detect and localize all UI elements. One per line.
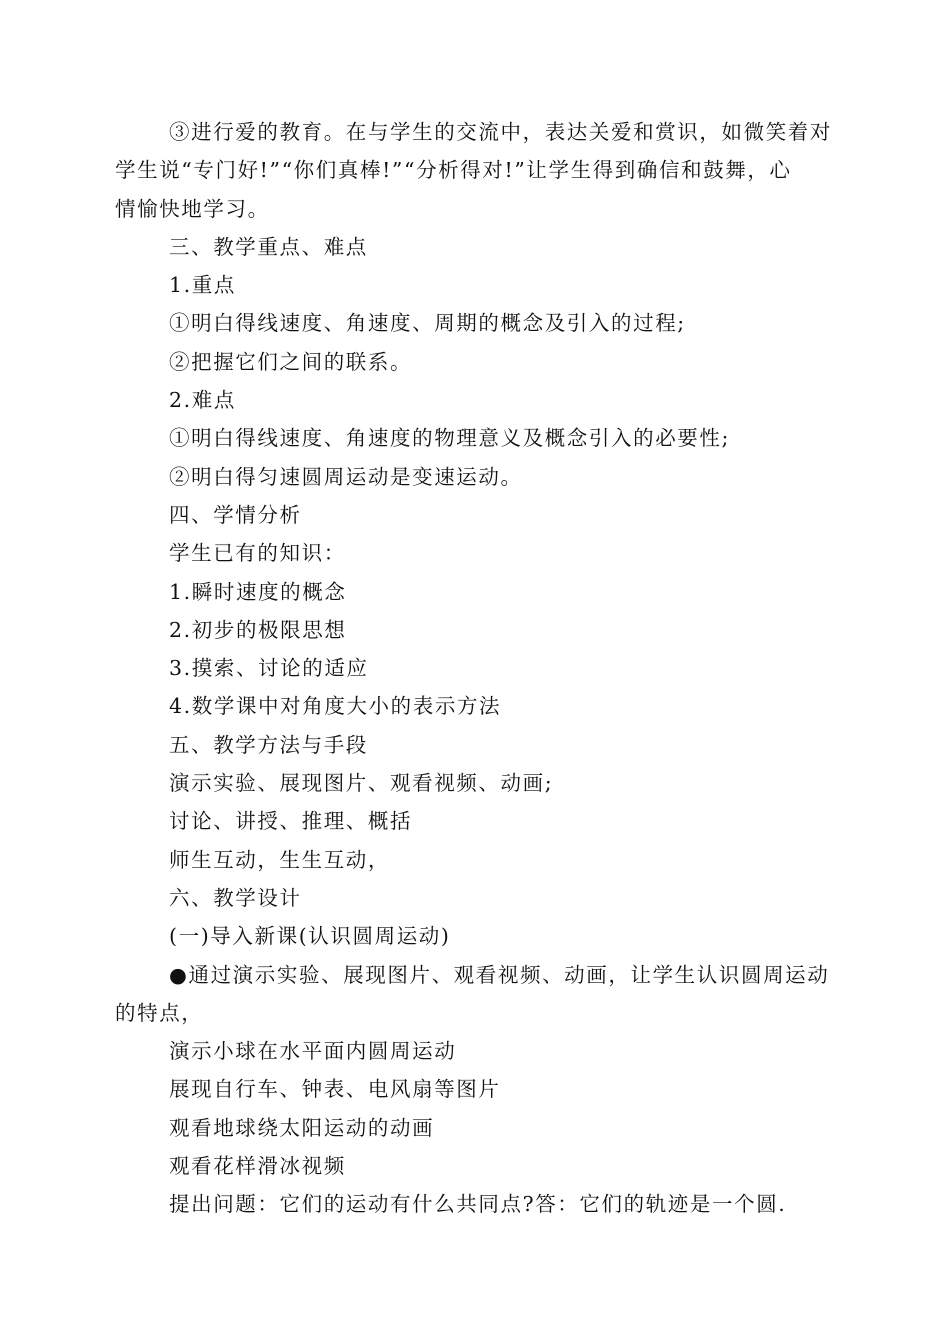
text-line: ③进行爱的教育。在与学生的交流中，表达关爱和赏识，如微笑着对 bbox=[169, 120, 832, 144]
text-line: 提出问题：它们的运动有什么共同点?答：它们的轨迹是一个圆. bbox=[169, 1192, 787, 1217]
list-item: 4.数学课中对角度大小的表示方法 bbox=[169, 694, 502, 719]
list-item: ①明白得线速度、角速度的物理意义及概念引入的必要性; bbox=[169, 426, 731, 451]
section-heading-key-points: 三、教学重点、难点 bbox=[169, 234, 368, 259]
text-line: 演示实验、展现图片、观看视频、动画; bbox=[169, 771, 554, 796]
text-line: 观看地球绕太阳运动的动画 bbox=[169, 1115, 435, 1140]
section-heading-methods: 五、教学方法与手段 bbox=[169, 732, 368, 757]
list-item: ②明白得匀速圆周运动是变速运动。 bbox=[169, 464, 523, 489]
section-heading-design: 六、教学设计 bbox=[169, 885, 302, 910]
text-line: ●通过演示实验、展现图片、观看视频、动画，让学生认识圆周运动 bbox=[169, 962, 830, 987]
subheading-key-point: 1.重点 bbox=[169, 273, 236, 298]
list-item: 1.瞬时速度的概念 bbox=[169, 579, 347, 604]
text-line: 学生已有的知识： bbox=[169, 541, 346, 566]
text-line: 学生说“专门好!”“你们真棒!”“分析得对!”让学生得到确信和鼓舞，心 bbox=[115, 158, 792, 183]
text-line: 展现自行车、钟表、电风扇等图片 bbox=[169, 1077, 501, 1102]
text-line: 情愉快地学习。 bbox=[115, 196, 270, 221]
document-body bbox=[115, 113, 840, 1224]
list-item: ①明白得线速度、角速度、周期的概念及引入的过程; bbox=[169, 311, 686, 336]
paragraph-bullet bbox=[115, 956, 840, 1033]
list-item: 2.初步的极限思想 bbox=[169, 617, 347, 642]
text-line: 演示小球在水平面内圆周运动 bbox=[169, 1039, 457, 1064]
list-item: ②把握它们之间的联系。 bbox=[169, 349, 413, 374]
text-line: 师生互动，生生互动， bbox=[169, 847, 390, 872]
section-heading-learner-analysis: 四、学情分析 bbox=[169, 502, 302, 527]
subheading-intro: (一)导入新课(认识圆周运动) bbox=[169, 924, 451, 949]
text-line: 观看花样滑冰视频 bbox=[169, 1154, 346, 1179]
paragraph-love-education bbox=[115, 113, 840, 228]
text-line: 的特点， bbox=[115, 1000, 204, 1025]
list-item: 3.摸索、讨论的适应 bbox=[169, 656, 369, 681]
text-line: 讨论、讲授、推理、概括 bbox=[169, 809, 413, 834]
subheading-difficulty: 2.难点 bbox=[169, 388, 236, 413]
